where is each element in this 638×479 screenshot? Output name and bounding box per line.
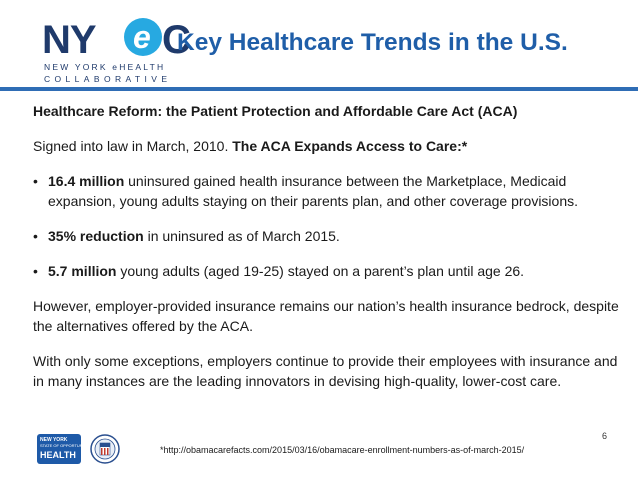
- bullet-bold: 35% reduction: [48, 228, 144, 244]
- employer-paragraph: However, employer-provided insurance remains our nation’s health insurance bedrock, despite the alternatives offered by the ACA.: [33, 298, 619, 334]
- logo-mark-left: NY: [42, 18, 96, 62]
- hhs-seal-icon: [90, 434, 120, 464]
- section-heading: Healthcare Reform: the Patient Protection and Affordable Care Act (ACA): [33, 103, 518, 119]
- bullet-bold: 16.4 million: [48, 173, 125, 189]
- nyehc-logo: [42, 18, 191, 84]
- bullet-dot: •: [33, 173, 38, 189]
- signed-bold-text: The ACA Expands Access to Care:*: [232, 138, 468, 154]
- page-number: 6: [602, 431, 608, 441]
- bullet-dot: •: [33, 263, 38, 279]
- bullet-dot: •: [33, 228, 38, 244]
- logo-mark-e: e: [133, 19, 151, 55]
- slide-body: [33, 101, 623, 391]
- nys-health-logo: [37, 434, 89, 464]
- logo-subtitle-1: NEW YORK eHEALTH: [44, 62, 166, 72]
- bullet-item: [33, 171, 623, 211]
- signed-paragraph: [33, 136, 623, 156]
- health-logo-line3: HEALTH: [40, 450, 76, 460]
- bullet-item: [33, 261, 623, 281]
- bullet-text: young adults (aged 19-25) stayed on a parent’s plan until age 26.: [116, 263, 525, 279]
- logo-mark-right: C: [162, 18, 191, 62]
- exceptions-paragraph: With only some exceptions, employers continue to provide their employees with insurance and in many instances are the leading innovators in devising high-quality, lower-cost care.: [33, 353, 618, 389]
- slide-title: Key Healthcare Trends in the U.S.: [177, 29, 568, 56]
- footnote-link[interactable]: *http://obamacarefacts.com/2015/03/16/obamacare-enrollment-numbers-as-of-march-2015/: [160, 445, 525, 455]
- bullet-item: [33, 226, 623, 246]
- logo-subtitle-2: COLLABORATIVE: [44, 74, 172, 84]
- bullet-text: in uninsured as of March 2015.: [143, 228, 340, 244]
- health-logo-line2: STATE OF OPPORTUNITY: [40, 443, 89, 448]
- title-divider: [0, 87, 638, 91]
- health-logo-line1: NEW YORK: [40, 437, 68, 443]
- signed-text: Signed into law in March, 2010.: [33, 138, 233, 154]
- bullet-text: uninsured gained health insurance between the Marketplace, Medicaid expansion, young adults staying on their parents plan, and other coverage provisions.: [48, 173, 579, 209]
- bullet-bold: 5.7 million: [48, 263, 117, 279]
